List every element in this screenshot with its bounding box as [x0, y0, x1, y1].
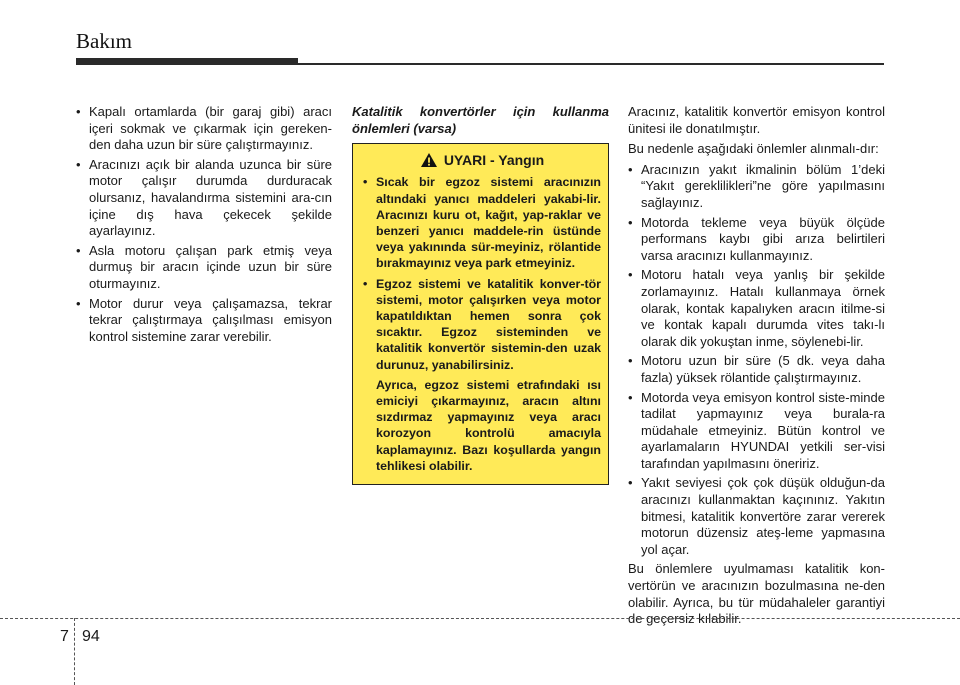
- header-rule-thick: [76, 58, 298, 65]
- intro-paragraph: Aracınız, katalitik konvertör emisyon kontrol ünitesi ile donatılmıştır.: [628, 104, 885, 136]
- warning-header: [363, 152, 601, 168]
- warning-extra-text: Ayrıca, egzoz sistemi etrafındaki ısı emiciyi çıkarmayınız, aracın altını sızdırmaz yapmayınız veya aracı korozyon kontrolü amacıyla kaplamayınız. Bazı koşullarda yangın tehlikesi olabilir.: [376, 377, 601, 473]
- ventilation-list: [76, 104, 332, 345]
- page-number: 94: [82, 628, 100, 645]
- warning-list: [363, 174, 601, 372]
- warning-box: [352, 143, 609, 485]
- footer-divider: [0, 618, 960, 619]
- column-2: [352, 104, 609, 485]
- chapter-number: 7: [60, 628, 69, 645]
- list-item: • Motoru uzun bir süre (5 dk. veya daha fazla) yüksek rölantide çalıştırmayınız.: [628, 353, 885, 386]
- column-3: [628, 104, 885, 632]
- list-item: • Motoru hatalı veya yanlış bir şekilde zorlamayınız. Hatalı kullanmaya örnek olarak, kontak kapalıyken aracın itilme-si ve kontak kapalı durumda vites takı-lı olarak dik yokuştan inme, söylenebi-lir.: [628, 267, 885, 350]
- closing-paragraph: Bu önlemlere uyulmaması katalitik kon-vertörün ve aracınızın bozulmasına ne-den olabilir. Ayrıca, bu tür müdahaleler garantiyi de geçersiz kılabilir.: [628, 561, 885, 627]
- list-item: • Kapalı ortamlarda (bir garaj gibi) aracı içeri sokmak ve çıkarmak için gereken-den daha uzun bir süre çalıştırmayınız.: [76, 104, 332, 154]
- list-item: • Motorda tekleme veya büyük ölçüde performans kaybı gibi arıza belirtileri varsa aracınızı kullanmayınız.: [628, 215, 885, 265]
- list-item: • Asla motoru çalışan park etmiş veya durmuş bir aracın içinde uzun bir süre oturmayınız.: [76, 243, 332, 293]
- list-item: • Egzoz sistemi ve katalitik konver-tör sistemi, motor çalışırken veya motor kapatıldıktan hemen sonra çok sıcaktır. Egzoz sisteminden ve katalitik konvertör sistemin-den uzak durunuz, yanabilirsiniz.: [363, 276, 601, 373]
- list-item: • Yakıt seviyesi çok çok düşük olduğun-da aracınızı kullanmaktan kaçınınız. Yakıtın bitmesi, katalitik konvertöre zarar vererek motorun düzensiz ateş-leme yapmasına yol açar.: [628, 475, 885, 558]
- precautions-list: [628, 162, 885, 559]
- list-item: • Aracınızın yakıt ikmalinin bölüm 1’deki “Yakıt gereklilikleri”ne göre yapılmasını sağlayınız.: [628, 162, 885, 212]
- intro-paragraph-2: Bu nedenle aşağıdaki önlemler alınmalı-dır:: [628, 141, 879, 157]
- list-item: • Aracınızı açık bir alanda uzunca bir süre motor çalışır durumda durduracak olursanız, havalandırma sistemini ara-cın içine dış hava çekecek şekilde ayarlayınız.: [76, 157, 332, 240]
- header-rule-thin: [298, 63, 884, 65]
- list-item: • Motor durur veya çalışamazsa, tekrar tekrar çalıştırmaya çalışılması emisyon kontrol sistemine zarar verebilir.: [76, 296, 332, 346]
- column-1: [76, 104, 332, 348]
- warning-triangle-icon: [420, 152, 438, 168]
- section-heading: Katalitik konvertörler için kullanma önlemleri (varsa): [352, 104, 609, 136]
- footer-vertical-divider: [74, 618, 75, 685]
- warning-title: UYARI - Yangın: [443, 152, 545, 169]
- list-item: • Sıcak bir egzoz sistemi aracınızın altındaki yanıcı maddeleri yakabi-lir. Aracınızı kuru ot, kağıt, yap-raklar ve benzeri yanıcı maddele-rin üstünde veya yakınında sür-meyiniz, rölantide bırakmayınız veya park etmeyiniz.: [363, 174, 601, 271]
- page-header-title: Bakım: [76, 29, 132, 53]
- list-item: • Motorda veya emisyon kontrol siste-minde tadilat yapmayınız veya burala-ra müdahale etmeyiniz. Bütün kontrol ve ayarlamaların HYUNDAI yetkili ser-visi tarafından yapılmasını öneririz.: [628, 390, 885, 473]
